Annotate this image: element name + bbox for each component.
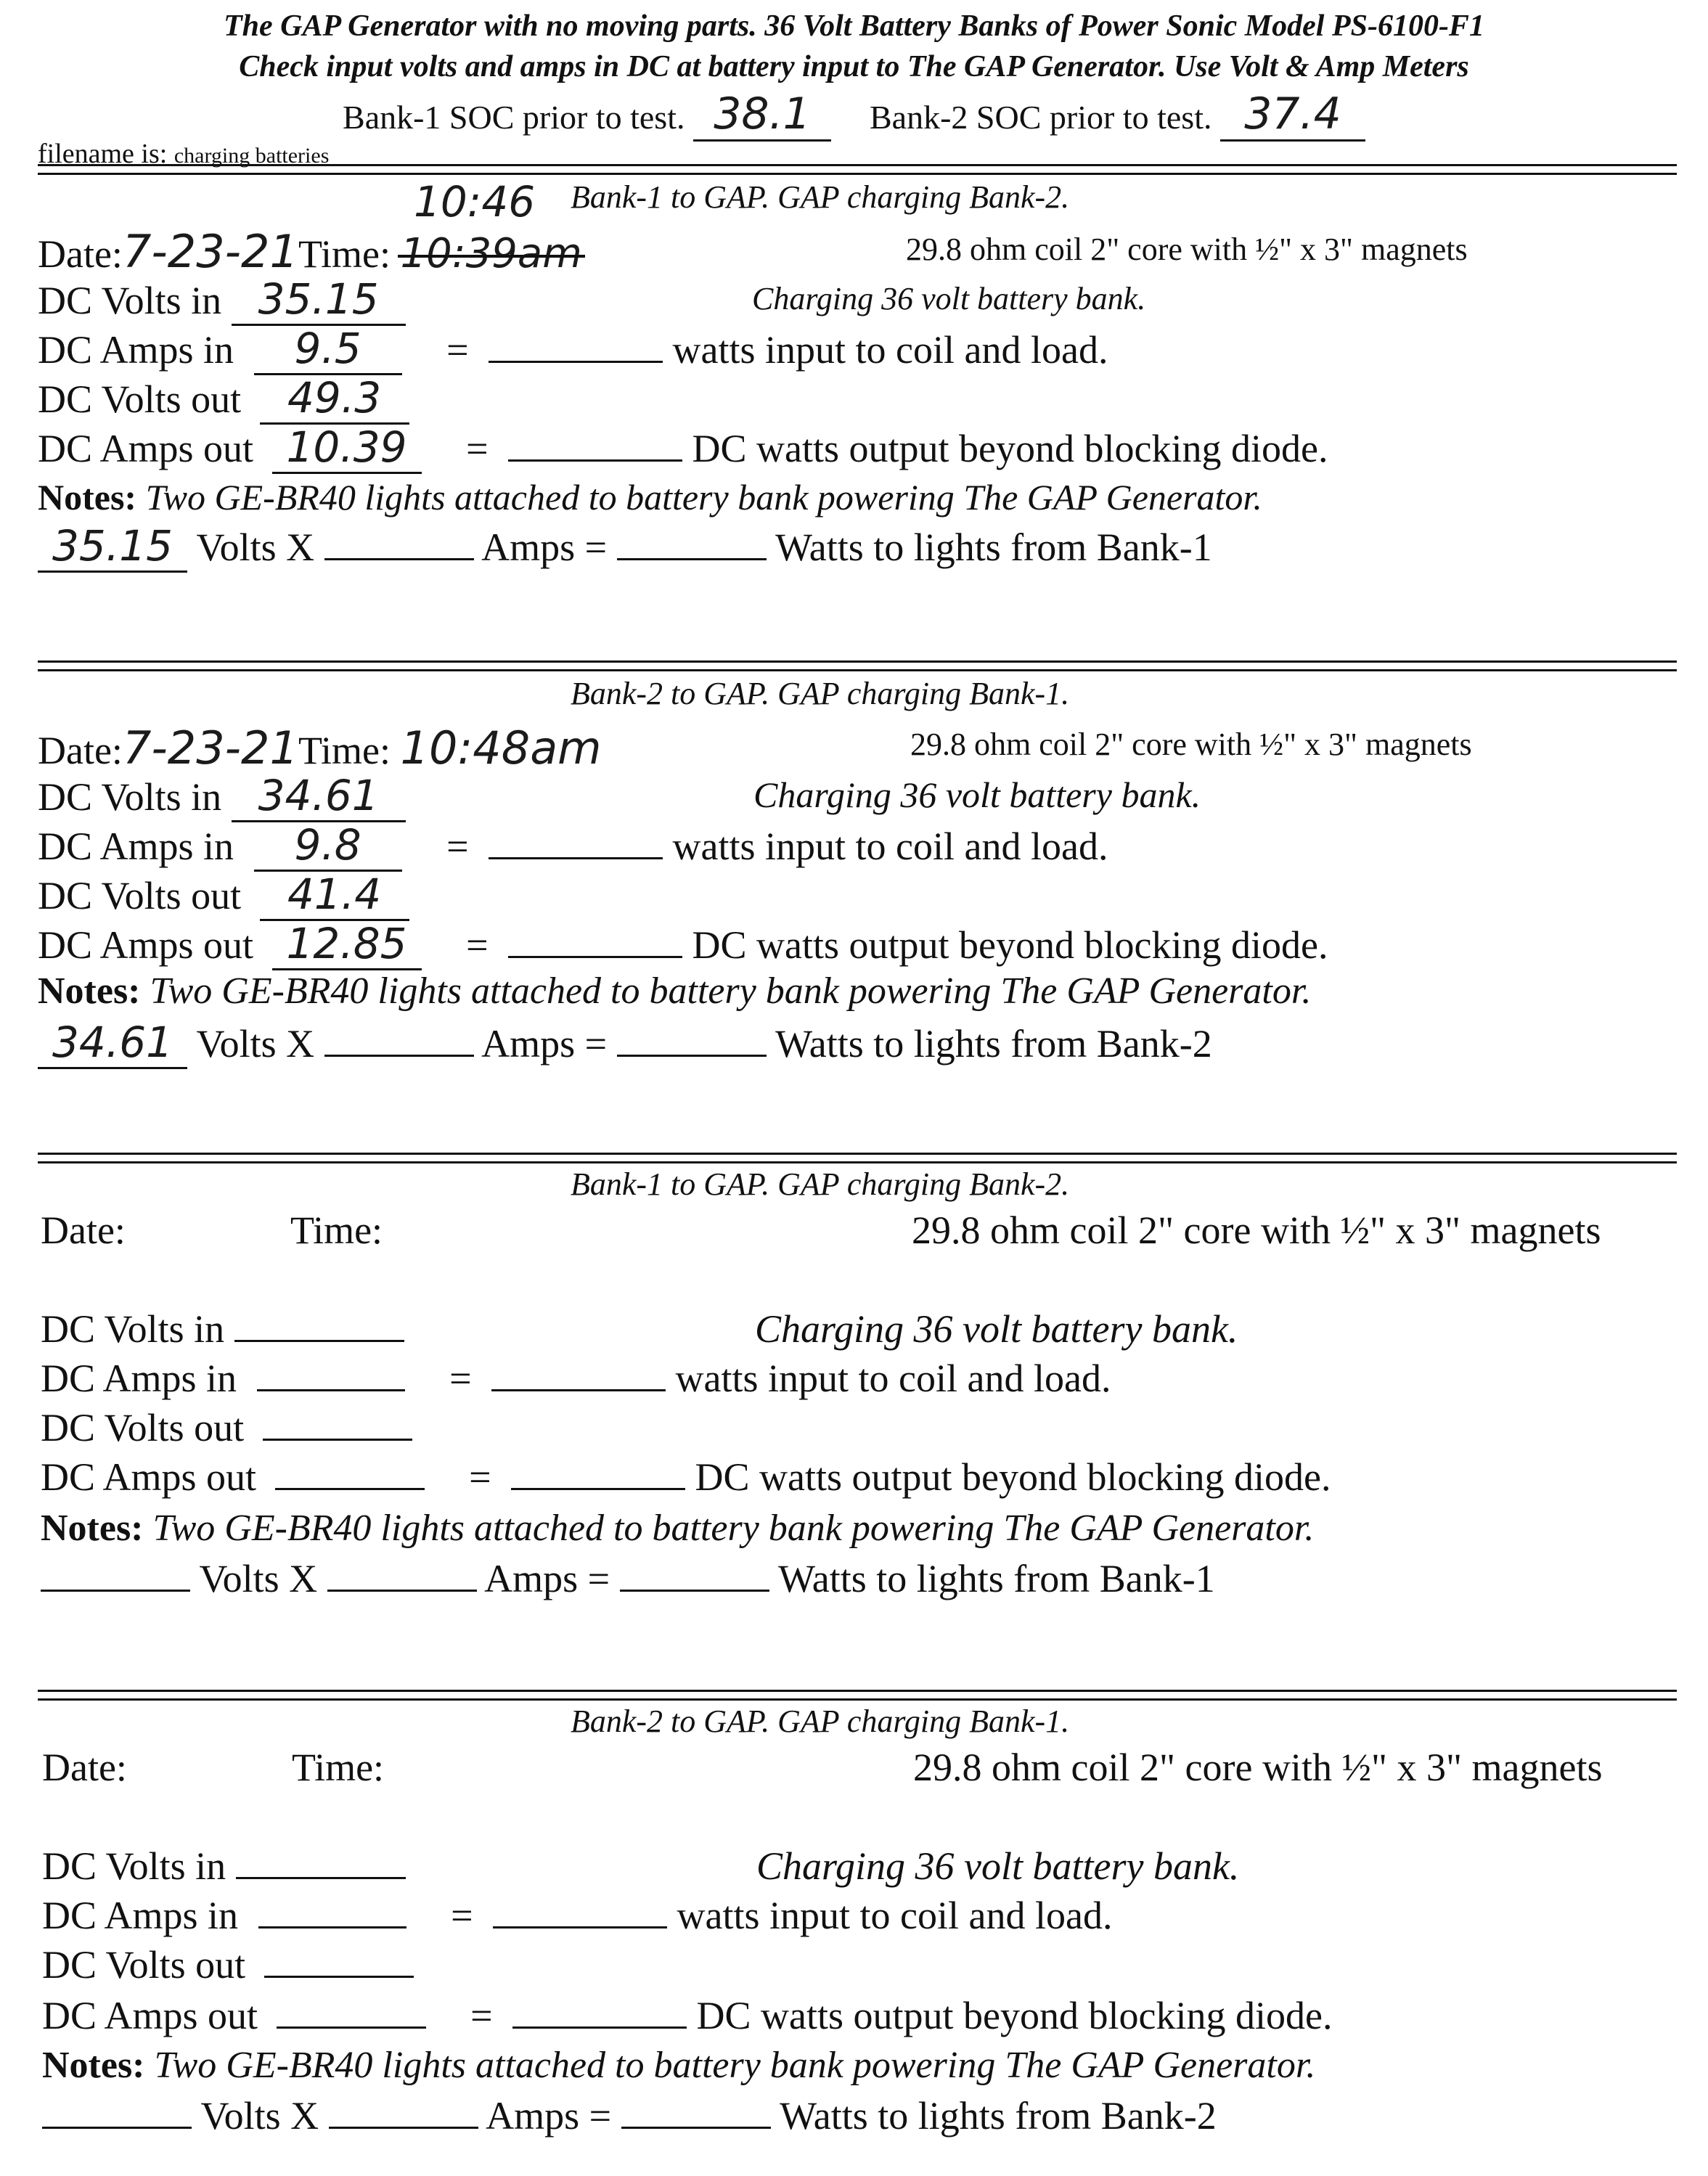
section-4-lights-from: Watts to lights from Bank-2 (780, 2094, 1217, 2138)
section-4-watts-out-blank[interactable] (512, 2026, 687, 2029)
section-2-amps-blank[interactable] (324, 1055, 474, 1057)
section-1-watts-out-blank[interactable] (508, 459, 682, 462)
section-3-volts-out-blank[interactable] (263, 1439, 412, 1441)
section-3-watts-output-text: DC watts output beyond blocking diode. (695, 1455, 1331, 1499)
section-2-notes-label: Notes: (38, 970, 141, 1012)
section-4-light-volts-blank[interactable] (42, 2127, 192, 2129)
section-3-volts-x: Volts X (199, 1557, 318, 1600)
section-2-amps-eq: Amps = (481, 1022, 608, 1065)
section-1-notes-text: Two GE-BR40 lights attached to battery bank powering The GAP Generator. (145, 477, 1262, 518)
section-4-amps-in-label: DC Amps in (42, 1894, 239, 1937)
section-2-watts-in-blank[interactable] (489, 857, 663, 859)
section-4-volts-in-blank[interactable] (236, 1877, 406, 1879)
section-4-volts-out-row (42, 1942, 414, 1987)
section-4-amps-eq: Amps = (486, 2094, 612, 2138)
section-3-notes (41, 1507, 1314, 1550)
section-3-charging: Charging 36 volt battery bank. (755, 1307, 1238, 1351)
section-3-amps-out-blank[interactable] (275, 1488, 425, 1490)
section-2-notes (38, 970, 1311, 1013)
soc2-value: 37.4 (1220, 89, 1365, 142)
section-1-watts-in-blank[interactable] (489, 361, 663, 363)
section-2-light-volts-value: 34.61 (38, 1018, 187, 1069)
section-4-amps-in-equals: = (451, 1894, 473, 1937)
section-3-watts-in-blank[interactable] (491, 1389, 666, 1391)
section-3-time-label: Time: (290, 1208, 383, 1252)
section-3-volts-out-row (41, 1405, 412, 1450)
section-2-amps-in-value: 9.8 (254, 820, 402, 872)
section-1-volts-in-row (38, 274, 406, 326)
section-2-volts-out-row (38, 870, 409, 921)
section-4-volts-in-label: DC Volts in (42, 1844, 226, 1888)
section-2-volts-out-label: DC Volts out (38, 874, 242, 917)
section-2-time-label: Time: (298, 729, 391, 772)
section-2-amps-in-equals: = (446, 825, 469, 868)
section-4-amps-in-row (42, 1893, 1112, 1938)
section-2-notes-text: Two GE-BR40 lights attached to battery bank powering The GAP Generator. (150, 970, 1312, 1012)
section-3-divider (38, 1153, 1677, 1163)
section-1-volts-in-label: DC Volts in (38, 279, 222, 322)
section-1-amps-out-value: 10.39 (272, 422, 422, 474)
section-1-volts-out-value: 49.3 (260, 373, 409, 425)
section-4-volts-out-label: DC Volts out (42, 1943, 246, 1987)
section-1-time-label: Time: (298, 232, 391, 276)
section-1-amps-out-label: DC Amps out (38, 427, 254, 470)
section-2-amps-out-equals: = (466, 923, 489, 967)
section-4-notes-text: Two GE-BR40 lights attached to battery bank powering The GAP Generator. (154, 2045, 1316, 2086)
section-3-light-volts-blank[interactable] (41, 1590, 190, 1592)
section-3-lights-row (41, 1556, 1215, 1601)
section-4-divider (38, 1690, 1677, 1701)
section-3-amps-in-blank[interactable] (257, 1389, 405, 1391)
section-4-watts-in-blank[interactable] (493, 1926, 667, 1928)
section-1-date-label: Date: (38, 232, 123, 276)
filename-label: filename is: (38, 139, 168, 169)
section-2-time-value: 10:48am (400, 721, 602, 774)
section-1-amps-in-row (38, 324, 1108, 375)
section-2-volts-x: Volts X (196, 1022, 315, 1065)
section-1-date-row (38, 225, 582, 278)
section-2-lights-from: Watts to lights from Bank-2 (775, 1022, 1212, 1065)
section-1-amps-in-equals: = (446, 328, 469, 372)
section-1-amps-in-value: 9.5 (254, 324, 402, 375)
section-1-title: Bank-1 to GAP. GAP charging Bank-2. (571, 179, 1070, 215)
section-1-amps-out-row (38, 422, 1328, 474)
section-2-watts-blank[interactable] (617, 1055, 767, 1057)
section-1-volts-in-value: 35.15 (232, 274, 406, 326)
soc2-label: Bank-2 SOC prior to test. (870, 99, 1212, 136)
section-1-amps-out-equals: = (466, 427, 489, 470)
section-1-volts-out-row (38, 373, 409, 425)
soc-line (0, 89, 1708, 142)
section-2-divider (38, 660, 1677, 671)
section-4-time-label: Time: (292, 1746, 385, 1789)
section-4-notes (42, 2044, 1315, 2087)
section-3-amps-out-equals: = (469, 1455, 491, 1499)
section-2-date-value: 7-23-21 (122, 721, 298, 774)
section-4-volts-out-blank[interactable] (264, 1976, 414, 1978)
section-3-volts-in-label: DC Volts in (41, 1307, 225, 1351)
section-4-title: Bank-2 to GAP. GAP charging Bank-1. (571, 1703, 1070, 1739)
section-4-amps-in-blank[interactable] (258, 1926, 406, 1928)
section-3-notes-label: Notes: (41, 1508, 144, 1549)
section-3-volts-out-label: DC Volts out (41, 1406, 245, 1449)
section-1-watts-input-text: watts input to coil and load. (672, 328, 1108, 372)
section-2-amps-in-row (38, 820, 1108, 872)
section-4-amps-blank[interactable] (329, 2127, 478, 2129)
section-4-date-label: Date: (42, 1746, 127, 1789)
section-2-watts-output-text: DC watts output beyond blocking diode. (692, 923, 1328, 967)
section-2-watts-out-blank[interactable] (508, 956, 682, 958)
section-4-watts-blank[interactable] (621, 2127, 771, 2129)
section-2-amps-in-label: DC Amps in (38, 825, 234, 868)
section-1-divider (38, 164, 1677, 175)
section-1-light-volts-value: 35.15 (38, 521, 187, 573)
section-2-amps-out-label: DC Amps out (38, 923, 254, 967)
section-1-watts-blank[interactable] (617, 558, 767, 560)
section-3-watts-input-text: watts input to coil and load. (675, 1357, 1111, 1400)
section-4-amps-out-blank[interactable] (277, 2026, 426, 2029)
section-3-volts-in-row (41, 1306, 404, 1351)
section-2-amps-out-value: 12.85 (272, 919, 422, 970)
header-line-1: The GAP Generator with no moving parts. 36 Volt Battery Banks of Power Sonic Model PS-6100-F1 (224, 9, 1484, 43)
section-4-amps-out-row (42, 1993, 1332, 2038)
section-4-amps-out-equals: = (470, 1994, 493, 2037)
section-1-coil: 29.8 ohm coil 2" core with ½" x 3" magnets (906, 232, 1468, 267)
section-3-volts-in-blank[interactable] (234, 1340, 404, 1342)
section-2-amps-out-row (38, 919, 1328, 970)
section-1-amps-in-label: DC Amps in (38, 328, 234, 372)
section-2-volts-out-value: 41.4 (260, 870, 409, 921)
section-3-date-label: Date: (41, 1208, 126, 1252)
section-3-amps-in-row (41, 1356, 1111, 1401)
section-4-volts-in-row (42, 1844, 406, 1889)
section-2-volts-in-label: DC Volts in (38, 775, 222, 819)
section-2-coil: 29.8 ohm coil 2" core with ½" x 3" magnets (910, 727, 1472, 762)
section-3-lights-from: Watts to lights from Bank-1 (778, 1557, 1215, 1600)
section-3-watts-out-blank[interactable] (511, 1488, 685, 1490)
section-3-amps-in-label: DC Amps in (41, 1357, 237, 1400)
section-1-volts-out-label: DC Volts out (38, 377, 242, 421)
section-1-time-new: 10:46 (414, 177, 536, 226)
section-3-title: Bank-1 to GAP. GAP charging Bank-2. (571, 1166, 1070, 1202)
section-3-coil: 29.8 ohm coil 2" core with ½" x 3" magnets (912, 1208, 1601, 1252)
section-4-watts-output-text: DC watts output beyond blocking diode. (696, 1994, 1333, 2037)
section-2-watts-input-text: watts input to coil and load. (672, 825, 1108, 868)
section-2-title: Bank-2 to GAP. GAP charging Bank-1. (571, 676, 1070, 711)
section-4-amps-out-label: DC Amps out (42, 1994, 258, 2037)
section-1-time-old: 10:39am (400, 230, 582, 277)
section-2-lights-row (38, 1018, 1212, 1069)
section-1-date-value: 7-23-21 (122, 225, 298, 278)
section-3-notes-text: Two GE-BR40 lights attached to battery bank powering The GAP Generator. (152, 1508, 1315, 1549)
section-3-watts-blank[interactable] (620, 1590, 769, 1592)
section-2-date-row (38, 721, 602, 774)
section-3-amps-out-label: DC Amps out (41, 1455, 257, 1499)
section-4-volts-x: Volts X (200, 2094, 319, 2138)
section-1-amps-blank[interactable] (324, 558, 474, 560)
section-2-volts-in-row (38, 771, 406, 822)
soc1-value: 38.1 (693, 89, 831, 142)
section-1-notes-label: Notes: (38, 477, 137, 518)
section-2-charging: Charging 36 volt battery bank. (753, 774, 1201, 815)
section-4-watts-input-text: watts input to coil and load. (677, 1894, 1113, 1937)
section-3-amps-out-row (41, 1455, 1331, 1500)
section-1-notes (38, 476, 1262, 518)
section-3-amps-eq: Amps = (484, 1557, 610, 1600)
section-3-amps-in-equals: = (449, 1357, 472, 1400)
section-2-date-label: Date: (38, 729, 123, 772)
section-1-charging: Charging 36 volt battery bank. (752, 281, 1146, 316)
section-1-watts-output-text: DC watts output beyond blocking diode. (692, 427, 1328, 470)
section-4-lights-row (42, 2093, 1217, 2138)
soc1-label: Bank-1 SOC prior to test. (343, 99, 685, 136)
section-4-charging: Charging 36 volt battery bank. (756, 1844, 1240, 1888)
section-1-lights-row (38, 521, 1212, 573)
section-4-coil: 29.8 ohm coil 2" core with ½" x 3" magnets (913, 1746, 1603, 1789)
section-4-notes-label: Notes: (42, 2045, 145, 2086)
section-3-amps-blank[interactable] (327, 1590, 477, 1592)
section-1-volts-x: Volts X (196, 525, 315, 569)
filename-value: charging batteries (173, 144, 330, 168)
section-2-volts-in-value: 34.61 (232, 771, 406, 822)
section-1-lights-from: Watts to lights from Bank-1 (775, 525, 1212, 569)
header-line-2: Check input volts and amps in DC at battery input to The GAP Generator. Use Volt & Amp Meters (239, 50, 1469, 83)
section-1-amps-eq: Amps = (481, 525, 608, 569)
